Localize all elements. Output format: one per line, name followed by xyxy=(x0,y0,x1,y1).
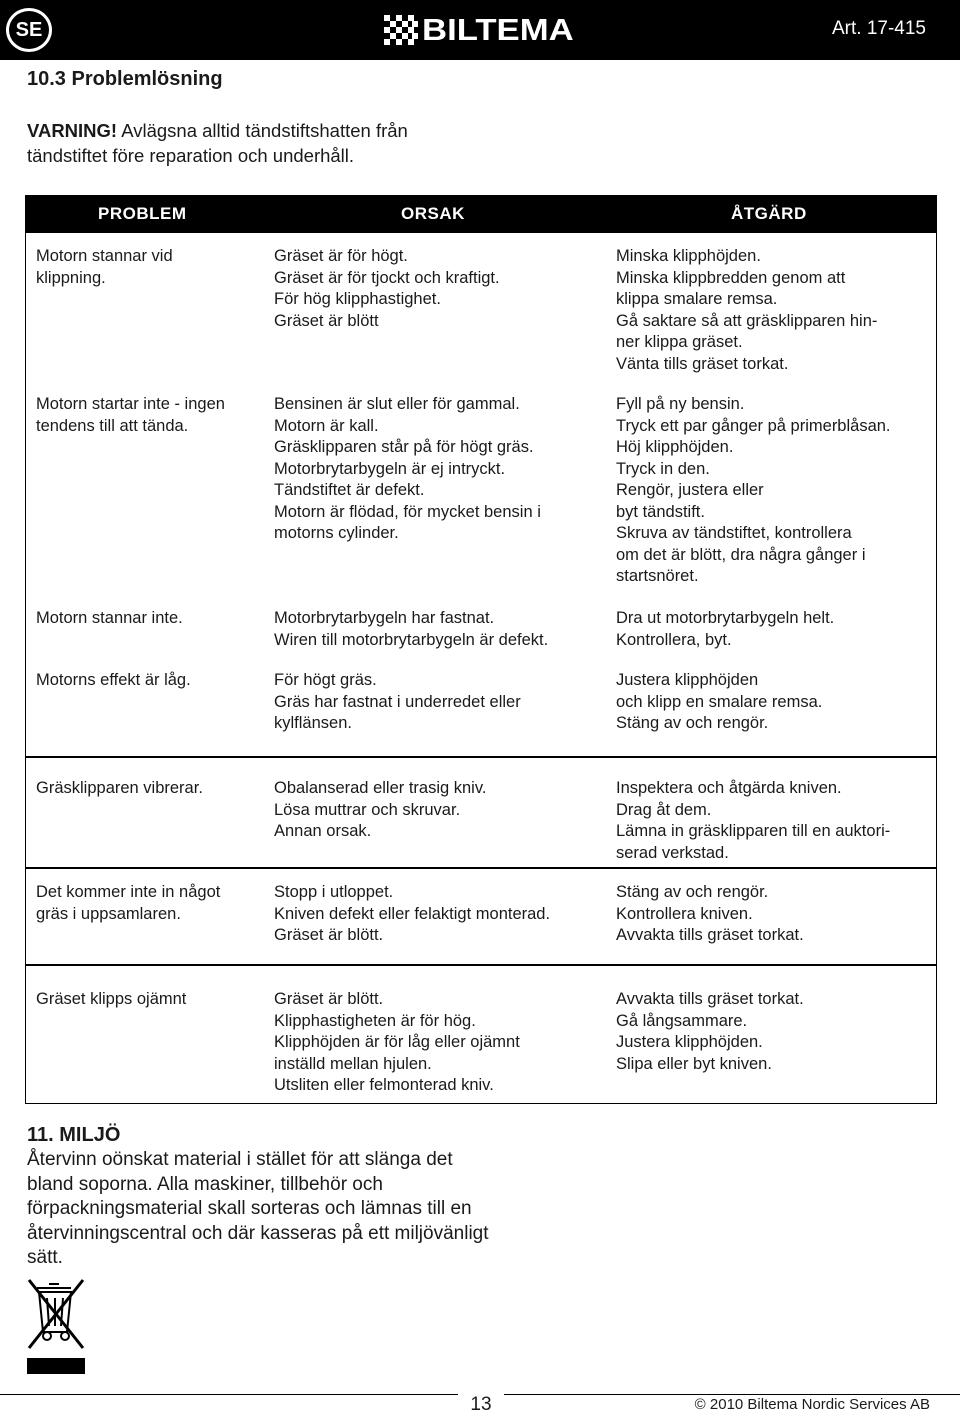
environment-text: Återvinn oönskat material i stället för att slänga det bland soporna. Alla maskiner, tillbehör och förpackningsmaterial skall sorteras och lämnas till en återvinningscentral och där kasseras på ett miljövänligt sätt. xyxy=(27,1149,489,1268)
action-cell: Fyll på ny bensin. Tryck ett par gånger på primerblåsan. Höj klipphöjden. Tryck in den. Rengör, justera eller byt tändstift. Skruva av tändstiftet, kontrollera om det är blött, dra några gånger i startsnöret. xyxy=(616,395,891,585)
article-number: Art. 17-415 xyxy=(832,18,926,39)
cause-cell: Bensinen är slut eller för gammal. Motorn är kall. Gräsklipparen står på för högt gräs. Motorbrytarbygeln är ej intryckt. Tändstiftet är defekt. Motorn är flödad, för mycket bensin i motorns cylinder. xyxy=(274,395,541,542)
action-cell: Minska klipphöjden. Minska klippbredden genom att klippa smalare remsa. Gå saktare så att gräsklipparen hin- ner klippa gräset. Vänta tills gräset torkat. xyxy=(616,247,878,373)
problem-cell: Gräset klipps ojämnt xyxy=(36,990,187,1008)
page-number: 13 xyxy=(458,1394,504,1416)
section-title: 10.3 Problemlösning xyxy=(27,68,223,90)
troubleshooting-table xyxy=(25,195,937,1104)
cause-cell: Stopp i utloppet. Kniven defekt eller felaktigt monterad. Gräset är blött. xyxy=(274,883,551,944)
cause-cell: Gräset är blött. Klipphastigheten är för hög. Klipphöjden är för låg eller ojämnt inställd mellan hjulen. Utsliten eller felmonterad kniv. xyxy=(274,990,520,1094)
problem-cell: Gräsklipparen vibrerar. xyxy=(36,779,203,797)
header-action: ÅTGÄRD xyxy=(731,204,807,223)
warning-text xyxy=(27,118,487,168)
cause-cell: Gräset är för högt. Gräset är för tjockt och kraftigt. För hög klipphastighet. Gräset är blött xyxy=(274,247,500,330)
problem-cell: Motorn stannar inte. xyxy=(36,609,183,627)
problem-cell: Det kommer inte in något gräs i uppsamlaren. xyxy=(36,883,221,923)
warning-label: VARNING! xyxy=(27,120,118,141)
action-cell: Dra ut motorbrytarbygeln helt. Kontrollera, byt. xyxy=(616,609,835,649)
checkered-flag-icon xyxy=(384,15,418,45)
copyright: © 2010 Biltema Nordic Services AB xyxy=(694,1396,930,1413)
action-cell: Stäng av och rengör. Kontrollera kniven. Avvakta tills gräset torkat. xyxy=(616,883,804,944)
action-cell: Justera klipphöjden och klipp en smalare remsa. Stäng av och rengör. xyxy=(616,671,823,732)
header-bar xyxy=(0,0,960,60)
problem-cell: Motorns effekt är låg. xyxy=(36,671,191,689)
row-divider xyxy=(26,756,936,758)
language-badge: SE xyxy=(6,8,52,52)
cause-cell: Motorbrytarbygeln har fastnat. Wiren till motorbrytarbygeln är defekt. xyxy=(274,609,549,649)
cause-cell: För högt gräs. Gräs har fastnat i underredet eller kylflänsen. xyxy=(274,671,521,732)
warning-body: Avlägsna alltid tändstiftshatten från tändstiftet före reparation och underhåll. xyxy=(27,120,408,166)
action-cell: Avvakta tills gräset torkat. Gå långsammare. Justera klipphöjden. Slipa eller byt kniven. xyxy=(616,990,804,1073)
brand-logo xyxy=(384,12,574,48)
cause-cell: Obalanserad eller trasig kniv. Lösa muttrar och skruvar. Annan orsak. xyxy=(274,779,487,840)
table-header xyxy=(26,196,936,233)
crossed-out-wheelie-bin-icon xyxy=(27,1278,85,1378)
problem-cell: Motorn stannar vid klippning. xyxy=(36,247,173,287)
row-divider xyxy=(26,964,936,966)
brand-name: BILTEMA xyxy=(422,12,574,47)
header-cause: ORSAK xyxy=(401,204,465,223)
environment-title: 11. MILJÖ xyxy=(27,1124,121,1146)
row-divider xyxy=(26,867,936,869)
header-problem: PROBLEM xyxy=(98,204,187,223)
problem-cell: Motorn startar inte - ingen tendens till att tända. xyxy=(36,395,225,435)
action-cell: Inspektera och åtgärda kniven. Drag åt dem. Lämna in gräsklipparen till en auktori- serad verkstad. xyxy=(616,779,891,862)
